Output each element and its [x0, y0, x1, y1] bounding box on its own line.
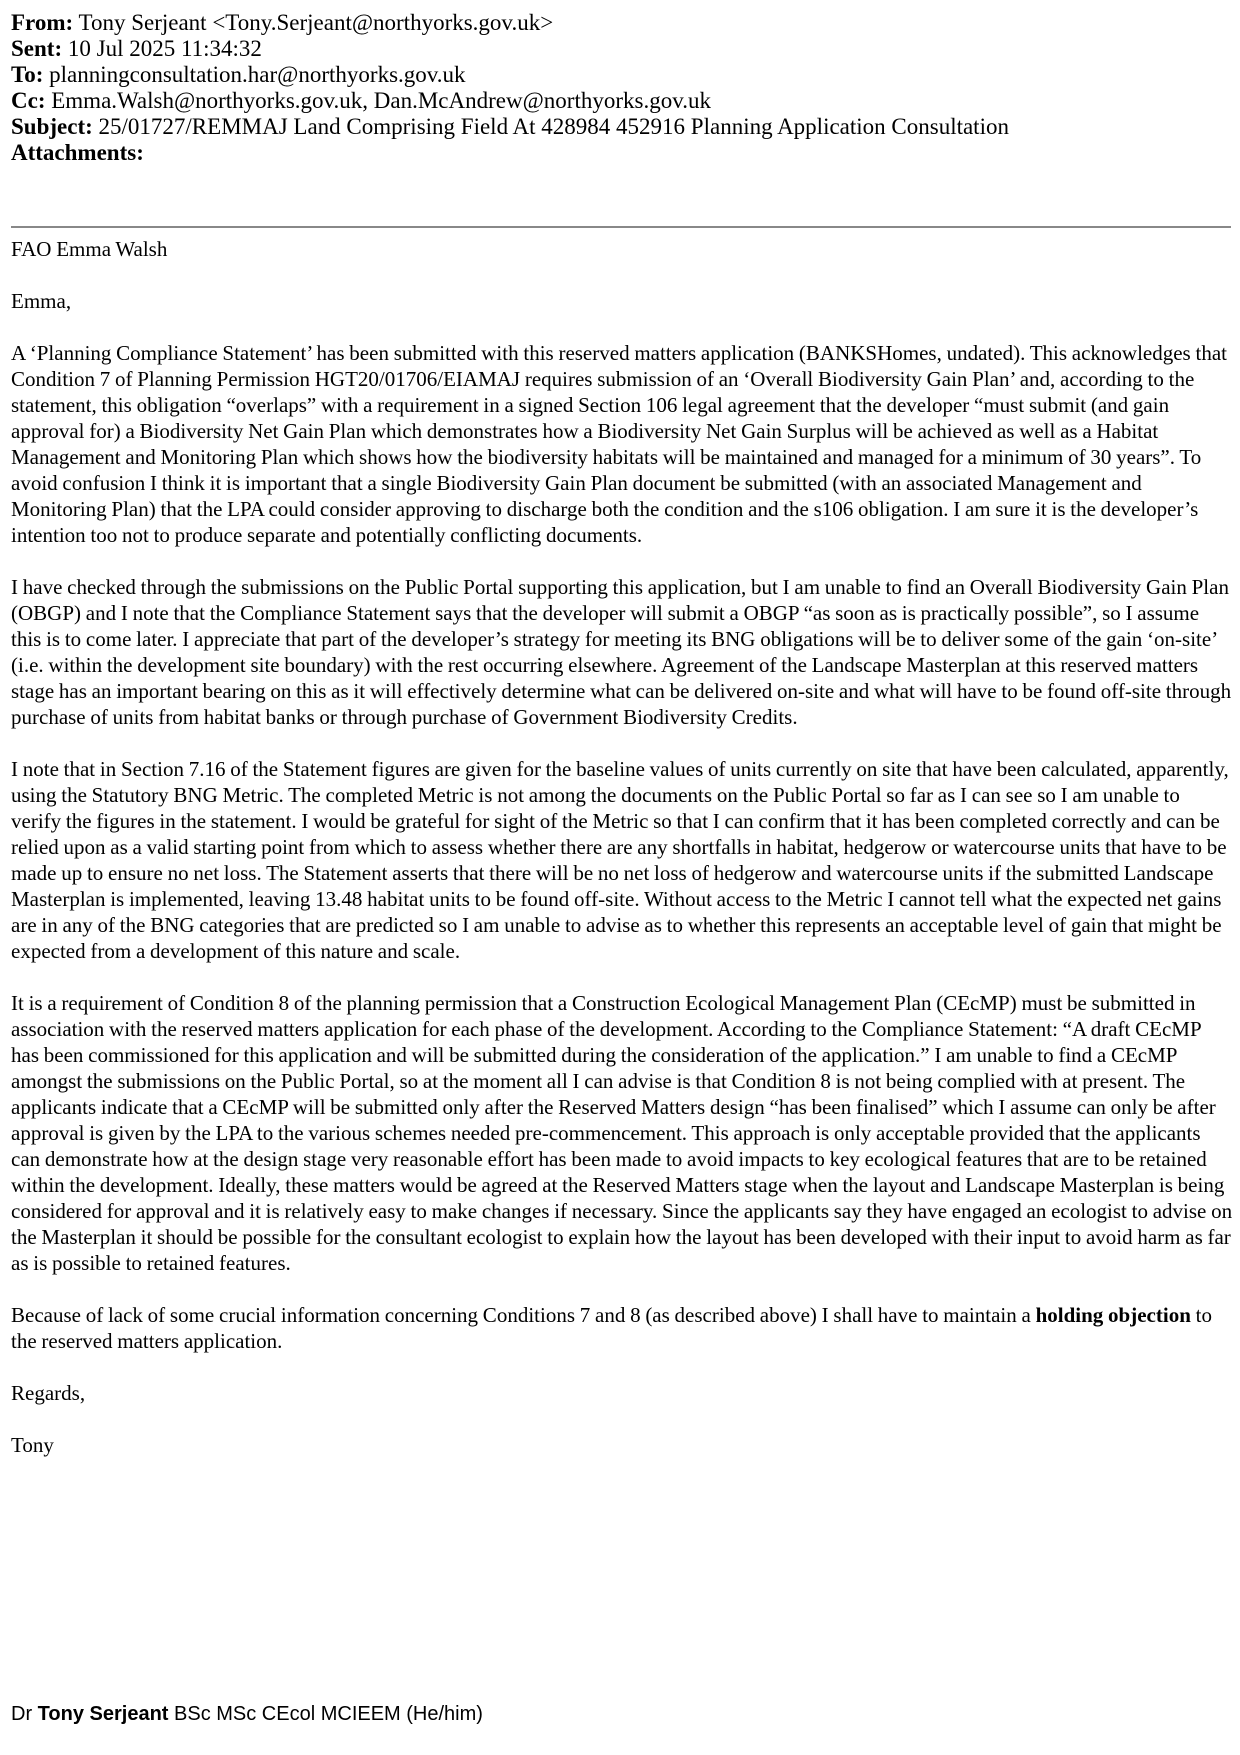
holding-objection-emphasis: holding objection: [1035, 1303, 1191, 1327]
objection-text-start: Because of lack of some crucial information concerning Conditions 7 and 8 (as described above) I shall have to maintain a: [11, 1303, 1036, 1327]
email-header: [11, 10, 1233, 166]
sent-row: [11, 36, 1233, 62]
sent-label: Sent:: [11, 36, 63, 61]
sign-off-name: Tony: [11, 1433, 54, 1457]
from-row: [11, 10, 1233, 36]
email-body: [11, 236, 1233, 1484]
cc-row: [11, 88, 1233, 114]
cc-value: Emma.Walsh@northyorks.gov.uk, Dan.McAndrew@northyorks.gov.uk: [51, 88, 711, 113]
attachments-label: Attachments:: [11, 140, 144, 165]
to-row: [11, 62, 1233, 88]
subject-value: 25/01727/REMMAJ Land Comprising Field At 428984 452916 Planning Application Consultation: [98, 114, 1009, 139]
from-label: From:: [11, 10, 74, 35]
signature-prefix: Dr: [11, 1703, 38, 1725]
from-value: Tony Serjeant <Tony.Serjeant@northyorks.gov.uk>: [78, 10, 554, 35]
paragraph-metric: I note that in Section 7.16 of the Statement figures are given for the baseline values of units currently on site that have been calculated, apparently, using the Statutory BNG Metric. The completed Metric is not among the documents on the Public Portal so far as I can see so I am unable to verify the figures in the statement. I would be grateful for sight of the Metric so that I can confirm that it has been completed correctly and can be relied upon as a valid starting point from which to assess whether there are any shortfalls in habitat, hedgerow or watercourse units that have to be made up to ensure no net loss. The Statement asserts that there will be no net loss of hedgerow and watercourse units if the submitted Landscape Masterplan is implemented, leaving 13.48 habitat units to be found off-site. Without access to the Metric I cannot tell what the expected net gains are in any of the BNG categories that are predicted so I am unable to advise as to whether this represents an acceptable level of gain that might be expected from a development of this nature and scale.: [11, 757, 1229, 963]
email-signature: [11, 1702, 483, 1726]
attachments-row: [11, 140, 1233, 166]
to-label: To:: [11, 62, 44, 87]
subject-label: Subject:: [11, 114, 93, 139]
paragraph-compliance-statement: A ‘Planning Compliance Statement’ has been submitted with this reserved matters application (BANKSHomes, undated). This acknowledges that Condition 7 of Planning Permission HGT20/01706/EIAMAJ requires submission of an ‘Overall Biodiversity Gain Plan’ and, according to the statement, this obligation “overlaps” with a requirement in a signed Section 106 legal agreement that the developer “must submit (and gain approval for) a Biodiversity Net Gain Plan which demonstrates how a Biodiversity Net Gain Surplus will be achieved as well as a Habitat Management and Monitoring Plan which shows how the biodiversity habitats will be maintained and managed for a minimum of 30 years”. To avoid confusion I think it is important that a single Biodiversity Gain Plan document be submitted (with an associated Management and Monitoring Plan) that the LPA could consider approving to discharge both the condition and the s106 obligation. I am sure it is the developer’s intention too not to produce separate and potentially conflicting documents.: [11, 341, 1227, 547]
paragraph-holding-objection: [11, 1302, 1233, 1354]
objection-text-end: to the reserved matters application.: [11, 1303, 1212, 1353]
signature-credentials: BSc MSc CEcol MCIEEM (He/him): [168, 1703, 483, 1725]
subject-row: [11, 114, 1233, 140]
cc-label: Cc:: [11, 88, 46, 113]
to-value: planningconsultation.har@northyorks.gov.uk: [49, 62, 466, 87]
paragraph-obgp: I have checked through the submissions on the Public Portal supporting this application, but I am unable to find an Overall Biodiversity Gain Plan (OBGP) and I note that the Compliance Statement says that the developer will submit a OBGP “as soon as is practically possible”, so I assume this is to come later. I appreciate that part of the developer’s strategy for meeting its BNG obligations will be to deliver some of the gain ‘on-site’ (i.e. within the development site boundary) with the rest occurring elsewhere. Agreement of the Landscape Masterplan at this reserved matters stage has an important bearing on this as it will effectively determine what can be delivered on-site and what will have to be found off-site through purchase of units from habitat banks or through purchase of Government Biodiversity Credits.: [11, 575, 1232, 729]
signature-name: Tony Serjeant: [37, 1703, 169, 1725]
paragraph-cecmp: It is a requirement of Condition 8 of the planning permission that a Construction Ecological Management Plan (CEcMP) must be submitted in association with the reserved matters application for each phase of the development. According to the Compliance Statement: “A draft CEcMP has been commissioned for this application and will be submitted during the consideration of the application.” I am unable to find a CEcMP amongst the submissions on the Public Portal, so at the moment all I can advise is that Condition 8 is not being complied with at present. The applicants indicate that a CEcMP will be submitted only after the Reserved Matters design “has been finalised” which I assume can only be after approval is given by the LPA to the various schemes needed pre-commencement. This approach is only acceptable provided that the applicants can demonstrate how at the design stage very reasonable effort has been made to avoid impacts to key ecological features that are to be retained within the development. Ideally, these matters would be agreed at the Reserved Matters stage when the layout and Landscape Masterplan is being considered for approval and it is relatively easy to make changes if necessary. Since the applicants say they have engaged an ecologist to advise on the Masterplan it should be possible for the consultant ecologist to explain how the layout has been developed with their input to avoid harm as far as is possible to retained features.: [11, 991, 1233, 1275]
greeting: Emma,: [11, 289, 72, 313]
closing: Regards,: [11, 1381, 86, 1405]
sent-value: 10 Jul 2025 11:34:32: [67, 36, 262, 61]
header-divider: [11, 226, 1231, 228]
fao-line: FAO Emma Walsh: [11, 237, 168, 261]
